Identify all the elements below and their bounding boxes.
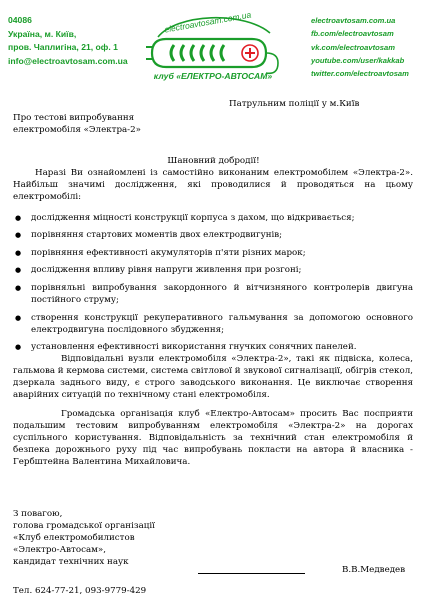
logo-url-text: electroavtosam.com.ua — [163, 9, 252, 35]
subject — [13, 112, 141, 136]
list-item: ● дослідження впливу рівня напруги живлення при розгоні; — [13, 264, 413, 276]
facebook-link: fb.com/electroavtosam — [311, 29, 394, 39]
org-name-line: «Электро-Автосам», — [13, 545, 106, 555]
org-name-line: «Клуб електромобилистов — [13, 533, 135, 543]
list-item: ● порівняння ефективності акумуляторів п'яти різних марок; — [13, 247, 413, 259]
paragraph-request: Громадська організація клуб «Електро-Автосам» просить Вас посприяти подальшим тестовим випробуванням електромобіля «Электра-2» на дорогах суспільного користування. Відповідальність за технічний стан електромобіля й безпека дорожнього руху під час випробувань покласти на автора й власника - Гербштейна Валентина Михайловича. — [13, 409, 413, 467]
letterhead-address — [8, 14, 128, 68]
list-item: ● дослідження міцності конструкції корпуса з дахом, що відкривається; — [13, 212, 413, 224]
email-address: info@electroavtosam.com.ua — [8, 55, 128, 66]
signer-name: В.В.Медведев — [342, 565, 406, 575]
vk-link: vk.com/electroavtosam — [311, 42, 395, 52]
country-city: Україна, м. Київ, — [8, 28, 77, 39]
addressee: Патрульним поліції у м.Київ — [229, 99, 360, 109]
paragraph-components: Відповідальні вузли електромобіля «Электра-2», такі як підвіска, колеса, гальмова й кермова системи, система світлової й звукової сигналізації, обігрів стекол, дзеркала заднього виду, є строго заводського виконання. Це виключає створення аварійних ситуацій по технічному стані електромобіля. — [13, 354, 413, 400]
contact-phone: Тел. 624-77-21, 093-9779-429 — [13, 586, 147, 596]
street-address: пров. Чаплигіна, 21, оф. 1 — [8, 42, 118, 52]
signature-line — [198, 573, 305, 574]
twitter-link: twitter.com/electroavtosam — [311, 69, 409, 79]
list-item: ● створення конструкції рекуперативного гальмування за допомогою основного електродвигуна послідовного збудження; — [13, 312, 413, 336]
youtube-link: youtube.com/user/kakkab — [311, 55, 405, 65]
letterhead-links — [311, 14, 417, 80]
signature-block — [13, 508, 155, 568]
closing: З повагою, — [13, 509, 63, 519]
signer-title: голова громадської організації — [13, 521, 155, 531]
site-link: electroavtosam.com.ua — [311, 16, 396, 25]
postal-code: 04086 — [8, 15, 32, 25]
intro-paragraph: Наразі Ви ознайомлені із самостійно виконаним електромобілем «Электра-2». Найбільш значимі дослідження, які проводилися й проводяться на цьому електромобілі: — [13, 168, 413, 202]
subject-line: Про тестові випробування — [13, 113, 135, 123]
research-list — [13, 212, 413, 359]
greeting: Шановний добродії! — [167, 156, 260, 166]
list-item: ● установлення ефективності використання гнучких сонячних панелей. — [13, 341, 413, 353]
signer-degree: кандидат технічних наук — [13, 557, 129, 567]
letterhead — [0, 0, 427, 84]
logo-club-name: клуб «ЕЛЕКТРО-АВТОСАМ» — [153, 71, 273, 81]
list-item: ● порівняльні випробування закордонного й вітчизняного контролерів двигуна постійного струму; — [13, 282, 413, 306]
subject-line: електромобіля «Электра-2» — [13, 125, 141, 135]
club-logo — [138, 3, 288, 83]
list-item: ● порівняння стартових моментів двох електродвигунів; — [13, 229, 413, 241]
